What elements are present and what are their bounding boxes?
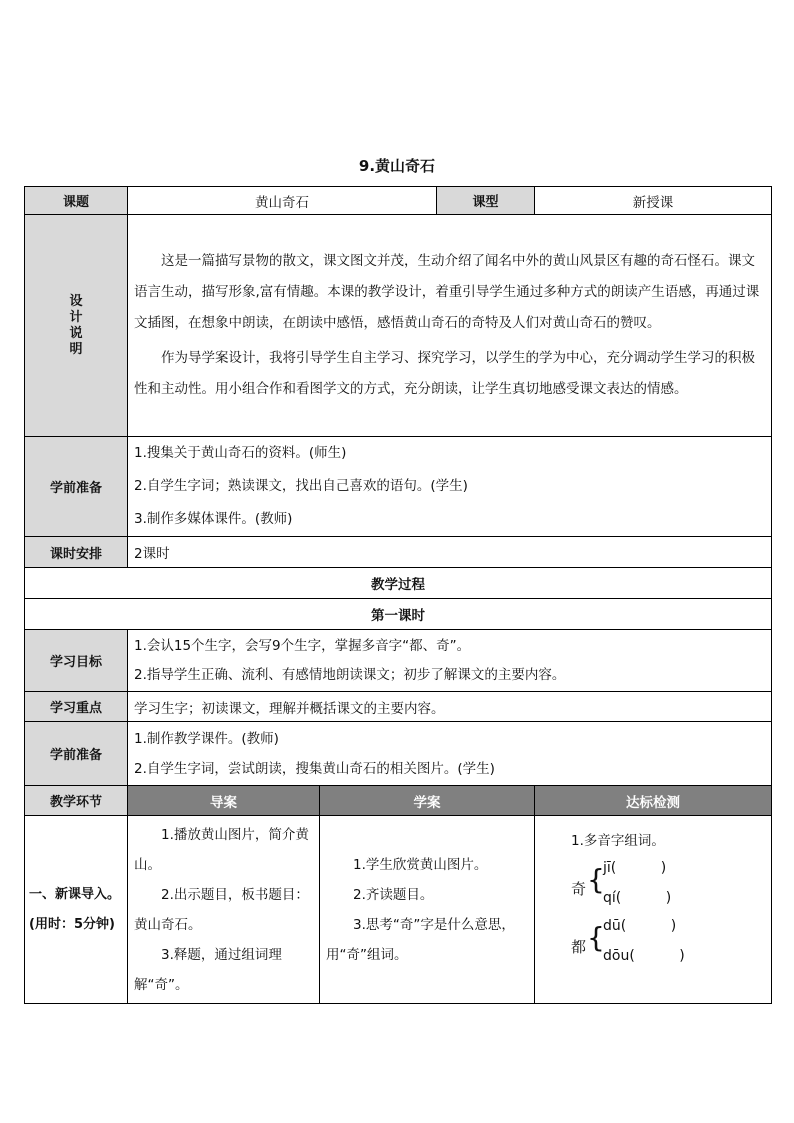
step1-study	[320, 816, 535, 1004]
step1-label-line2: (用时：5分钟)	[29, 916, 115, 932]
pinyin-qi: qí( )	[603, 890, 672, 906]
design-label-char: 设	[69, 293, 83, 309]
design-paragraph-1: 这是一篇描写景物的散文，课文图文并茂，生动介绍了闻名中外的黄山风景区有趣的奇石怪石。课文语言生动，描写形象,富有情趣。本课的教学设计，着重引导学生通过多种方式的朗读产生语感，再通过课文插图，在想象中朗读，在朗读中感悟，感悟黄山奇石的奇特及人们对黄山奇石的赞叹。	[134, 253, 760, 331]
lesson1-title: 第一课时	[25, 599, 772, 630]
process-header-step: 教学环节	[25, 786, 128, 816]
guide-item: 3.释题，通过组词理解“奇”。	[134, 946, 282, 993]
focus-row	[25, 692, 772, 722]
polyphone-char-dou: 都	[571, 938, 587, 956]
design-paragraph-2: 作为导学案设计，我将引导学生自主学习、探究学习，以学生的学为中心，充分调动学生学习的积极性和主动性。用小组合作和看图学文的方式，充分朗读，让学生真切地感受课文表达的情感。	[134, 350, 755, 397]
guide-item: 1.播放黄山图片，简介黄山。	[134, 826, 309, 873]
goals-items	[128, 630, 772, 692]
design-row	[25, 215, 772, 437]
schedule-value: 2课时	[128, 537, 772, 568]
prep-item: 3.制作多媒体课件。(教师)	[134, 511, 293, 527]
prep-label: 学前准备	[25, 437, 128, 537]
step1-row	[25, 816, 772, 1004]
lesson1-title-row	[25, 599, 772, 630]
pinyin-du: dū( )	[603, 918, 677, 934]
goals-label: 学习目标	[25, 630, 128, 692]
design-label-char: 说	[69, 325, 83, 341]
process-title: 教学过程	[25, 568, 772, 599]
polyphonic-exercise	[541, 852, 765, 962]
brace-icon: {	[587, 863, 605, 896]
topic-value: 黄山奇石	[128, 187, 437, 215]
polyphone-char-qi: 奇	[571, 880, 587, 898]
brace-icon: {	[587, 921, 605, 954]
prep2-label: 学前准备	[25, 722, 128, 786]
goals-row	[25, 630, 772, 692]
design-label-char: 明	[69, 341, 83, 357]
focus-label: 学习重点	[25, 692, 128, 722]
design-label	[25, 215, 128, 437]
step1-label	[25, 816, 128, 1004]
step1-guide	[128, 816, 320, 1004]
design-label-char: 计	[69, 309, 83, 325]
design-text	[128, 215, 772, 437]
goal-item: 2.指导学生正确、流利、有感情地朗读课文；初步了解课文的主要内容。	[134, 666, 566, 683]
prep2-item: 1.制作教学课件。(教师)	[134, 730, 279, 747]
study-item: 2.齐读题目。	[353, 886, 434, 903]
prep-items	[128, 437, 772, 537]
prep-item: 2.自学生字词；熟读课文，找出自己喜欢的语句。(学生)	[134, 478, 468, 494]
focus-value: 学习生字；初读课文，理解并概括课文的主要内容。	[128, 692, 772, 722]
topic-row	[25, 187, 772, 215]
schedule-row	[25, 537, 772, 568]
prep-row	[25, 437, 772, 537]
check-title: 1.多音字组词。	[571, 833, 665, 849]
process-header-study: 学案	[320, 786, 535, 816]
lesson-plan-table	[24, 186, 772, 1004]
pinyin-ji: jī( )	[603, 860, 667, 876]
schedule-label: 课时安排	[25, 537, 128, 568]
prep2-items	[128, 722, 772, 786]
step1-check	[535, 816, 772, 1004]
process-header-guide: 导案	[128, 786, 320, 816]
study-item: 1.学生欣赏黄山图片。	[353, 856, 488, 873]
prep-item: 1.搜集关于黄山奇石的资料。(师生)	[134, 445, 347, 461]
guide-item: 2.出示题目，板书题目：黄山奇石。	[134, 886, 309, 933]
process-header-row	[25, 786, 772, 816]
topic-label: 课题	[25, 187, 128, 215]
study-item: 3.思考“奇”字是什么意思，用“奇”组词。	[326, 916, 515, 963]
prep2-row	[25, 722, 772, 786]
goal-item: 1.会认15个生字，会写9个生字，掌握多音字“都、奇”。	[134, 637, 471, 654]
process-title-row	[25, 568, 772, 599]
pinyin-dou: dōu( )	[603, 948, 685, 964]
prep2-item: 2.自学生字词，尝试朗读，搜集黄山奇石的相关图片。(学生)	[134, 760, 495, 777]
page-title: 9.黄山奇石	[358, 157, 436, 175]
step1-label-line1: 一、新课导入。	[29, 886, 121, 902]
lesson-type-value: 新授课	[535, 187, 772, 215]
lesson-type-label: 课型	[437, 187, 535, 215]
process-header-check: 达标检测	[535, 786, 772, 816]
